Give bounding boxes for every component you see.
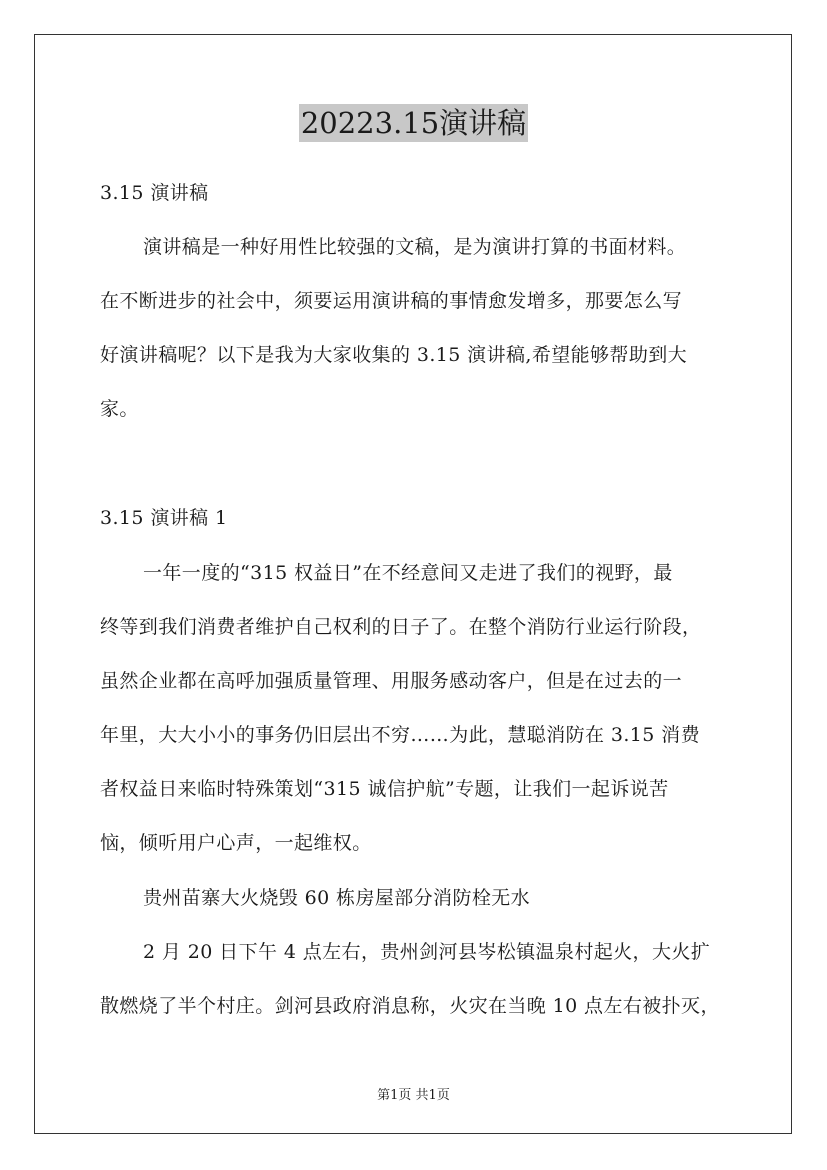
section-heading: 3.15 演讲稿 1 (100, 507, 228, 529)
paragraph-line: 恼，倾听用户心声，一起维权。 (100, 832, 372, 854)
paragraph-line: 者权益日来临时特殊策划“315 诚信护航”专题，让我们一起诉说苦 (100, 778, 669, 800)
paragraph-line: 一年一度的“315 权益日”在不经意间又走进了我们的视野，最 (143, 562, 673, 584)
paragraph-line: 好演讲稿呢？以下是我为大家收集的 3.15 演讲稿,希望能够帮助到大 (100, 344, 688, 366)
paragraph-line: 2 月 20 日下午 4 点左右，贵州剑河县岑松镇温泉村起火，大火扩 (143, 941, 711, 963)
subheading-line: 贵州苗寨大火烧毁 60 栋房屋部分消防栓无水 (143, 887, 531, 909)
paragraph-line: 终等到我们消费者维护自己权利的日子了。在整个消防行业运行阶段， (100, 616, 702, 638)
document-title: 20223.15演讲稿 (300, 106, 527, 140)
paragraph-line: 年里，大大小小的事务仍旧层出不穷……为此，慧聪消防在 3.15 消费 (100, 724, 700, 746)
page-footer: 第1页 共1页 (377, 1088, 450, 1103)
paragraph-line: 家。 (100, 398, 139, 420)
paragraph-line: 虽然企业都在高呼加强质量管理、用服务感动客户，但是在过去的一 (100, 670, 683, 692)
paragraph-line: 在不断进步的社会中，须要运用演讲稿的事情愈发增多，那要怎么写 (100, 290, 683, 312)
paragraph-line: 散燃烧了半个村庄。剑河县政府消息称，火灾在当晚 10 点左右被扑灭， (100, 995, 720, 1017)
title-container (0, 104, 827, 142)
paragraph-line: 演讲稿是一种好用性比较强的文稿，是为演讲打算的书面材料。 (143, 236, 687, 258)
section-heading: 3.15 演讲稿 (100, 182, 209, 204)
